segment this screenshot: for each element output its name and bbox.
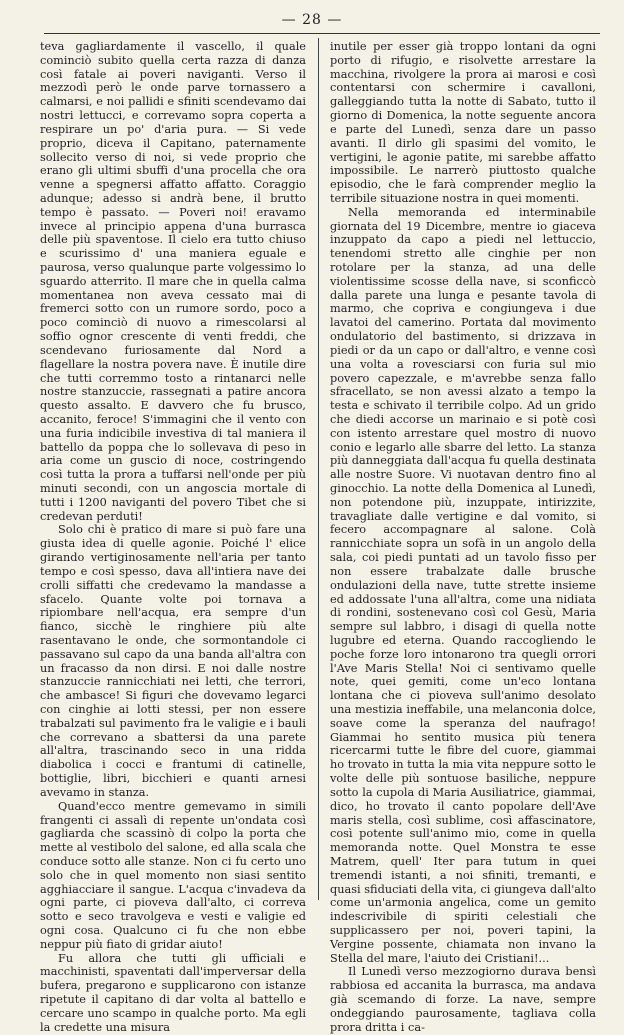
paragraph: Il Lunedì verso mezzogiorno durava bensì rabbiosa ed accanita la burrasca, ma andava già scemando di forze. La nave, sempre ondeggiando paurosamente, tagliava colla prora dritta i ca- bbox=[330, 965, 596, 1034]
right-column bbox=[330, 40, 596, 1035]
header-rule bbox=[44, 33, 600, 34]
paragraph: Fu allora che tutti gli ufficiali e macchinisti, spaventati dall'imperversar della bufera, pregarono e supplicarono con istanze ripetute il capitano di dar volta al battello e cercare uno scampo in qualche porto. Ma egli la credette una misura bbox=[40, 951, 306, 1034]
column-divider bbox=[318, 38, 319, 900]
paragraph: inutile per esser già troppo lontani da ogni porto di rifugio, e risolvette arrestare la macchina, rivolgere la prora ai marosi e così contentarsi con schermire i cavalloni, galleggiando tutta la notte di Sabato, tutto il giorno di Domenica, la notte seguente ancora e parte del Lunedì, senza dare un passo avanti. Il dirlo gli spasimi del vomito, le vertigini, le agonie patite, mi sarebbe affatto impossibile. Le narrerò piuttosto qualche episodio, che le farà comprender meglio la terribile situazione nostra in quei momenti. bbox=[330, 40, 596, 205]
paragraph: Solo chi è pratico di mare si può fare una giusta idea di quelle agonie. Poiché l' elice girando vertiginosamente nell'aria per tanto tempo e così spesso, dava all'intiera nave dei crolli siffatti che credevamo la mandasse a sfacelo. Quante volte poi tornava a ripiombare nell'acqua, era sempre d'un fianco, sicchè le ringhiere più alte rasentavano le onde, che sormontandole ci passavano sul capo da una banda all'altra con un fracasso da non dirsi. E noi dalle nostre stanzuccie rannicchiati nei letti, che terrori, che ambasce! Si figuri che dovevamo legarci con cinghie ai lotti stessi, per non essere trabalzati sul pavimento fra le valigie e i bauli che correvano a sbattersi da una parete all'altra, trascinando seco in una ridda diabolica i cocci e frantumi di catinelle, bottiglie, libri, bicchieri e quanti arnesi avevamo in stanza. bbox=[40, 523, 306, 799]
page-number: — 28 — bbox=[281, 12, 343, 28]
paragraph: Quand'ecco mentre gemevamo in simili frangenti ci assalì di repente un'ondata così gagliarda che scassinò di colpo la porta che mette al vestibolo del salone, ed alla scala che conduce sotto alle stanze. Non ci fu certo uno solo che in quel momento non siasi sentito agghiacciare il sangue. L'acqua c'invadeva da ogni parte, ci pioveva dall'alto, ci correva sotto e seco travolgeva e vesti e valigie ed ogni cosa. Qualcuno ci fu che non ebbe neppur più fiato di gridar aiuto! bbox=[40, 799, 306, 951]
paragraph: Nella memoranda ed interminabile giornata del 19 Dicembre, mentre io giaceva inzuppato da capo a piedi nel lettuccio, tenendomi stretto alle cinghie per non rotolare per la stanza, ad una delle violentissime scosse della nave, si sconficcò dalla parete una lunga e pesante tavola di marmo, che copriva e congiungeva i due lavatoi del camerino. Portata dal movimento ondulatorio del bastimento, si drizzava in piedi or da un capo or dall'altro, e venne così una volta a rovesciarsi con furia sul mio povero capezzale, e m'avrebbe senza fallo sfracellato, se non avessi alzato a tempo la testa e schivato il terribile colpo. Ad un grido che diedi accorse un marinaio e si potè così con istento arrestare quel mostro di nuovo conio e legarlo alle sbarre del letto. La stanza più danneggiata dall'acqua fu quella destinata alle nostre Suore. Vi nuotavan dentro fino al ginocchio. La notte della Domenica al Lunedì, non potendone più, inzuppate, intirizzite, travagliate dalle vertigine e dal vomito, si fecero accompagnare al salone. Colà rannicchiate sopra un sofà in un angolo della sala, coi piedi puntati ad un tavolo fisso per non essere trabalzate dalle brusche ondulazioni della nave, tutte strette insieme ed addossate l'una all'altra, come una nidiata di rondini, sostenevano così col Gesù, Maria sempre sul labbro, i disagi di quella notte lugubre ed eterna. Quando raccogliendo le poche forze loro intonarono tra quegli orrori l'Ave Maris Stella! Noi ci sentivamo quelle note, quei gemiti, come un'eco lontana lontana che ci pioveva sull'animo desolato una mestizia ineffabile, una melanconia dolce, soave come la speranza del naufrago! Giammai ho sentito musica più tenera ricercarmi tutte le fibre del cuore, giammai ho trovato in tutta la mia vita neppure sotto le volte delle più sontuose basiliche, neppure sotto la cupola di Maria Ausiliatrice, giammai, dico, ho trovato il canto popolare dell'Ave maris stella, così sublime, così affascinatore, così potente sull'animo mio, come in quella memoranda notte. Quel Monstra te esse Matrem, quell' Iter para tutum in quei tremendi istanti, a noi sfiniti, tremanti, e quasi sfiduciati della vita, ci giungeva dall'alto come un'armonia angelica, come un gemito indescrivibile di spiriti celestiali che supplicassero per noi, poveri tapini, la Vergine possente, chiamata non invano la Stella del mare, l'aiuto dei Cristiani!... bbox=[330, 205, 596, 965]
left-column bbox=[40, 40, 306, 1035]
paragraph: teva gagliardamente il vascello, il quale cominciò subito quella certa razza di danza così fatale ai poveri naviganti. Verso il mezzodì però le onde parve tornassero a calmarsi, e noi pallidi e sfiniti scendevamo dai nostri lettucci, e correvamo sopra coperta a respirare un po' d'aria pura. — Si vede proprio, diceva il Capitano, paternamente sollecito verso di noi, si vede proprio che erano gli ultimi sbuffi d'una procella che ora venne a spegnersi affatto affatto. Coraggio adunque; adesso si andrà bene, il brutto tempo è passato. — Poveri noi! eravamo invece al principio appena d'una burrasca delle più spaventose. Il cielo era tutto chiuso e scurissimo d' una maniera eguale e paurosa, verso qualunque parte volgessimo lo sguardo atterrito. Il mare che in quella calma momentanea non aveva cessato mai di fremerci sotto con un rumore sordo, poco a poco cominciò di nuovo a rimescolarsi al soffio ognor crescente di venti freddi, che scendevano furiosamente dal Nord a flagellare la nostra povera nave. È inutile dire che tutti corremmo tosto a rintanarci nelle nostre stanzuccie, rassegnati a patire ancora questo assalto. E davvero che fu brusco, accanito, feroce! S'immagini che il vento con una furia indicibile investiva di tal maniera il battello da poppa che lo sollevava di peso in aria come un guscio di noce, costringendo così tutta la prora a tuffarsi nell'onde per più minuti secondi, con un angoscia mortale di tutti i 1200 naviganti del povero Tibet che si credevan perduti! bbox=[40, 40, 306, 523]
